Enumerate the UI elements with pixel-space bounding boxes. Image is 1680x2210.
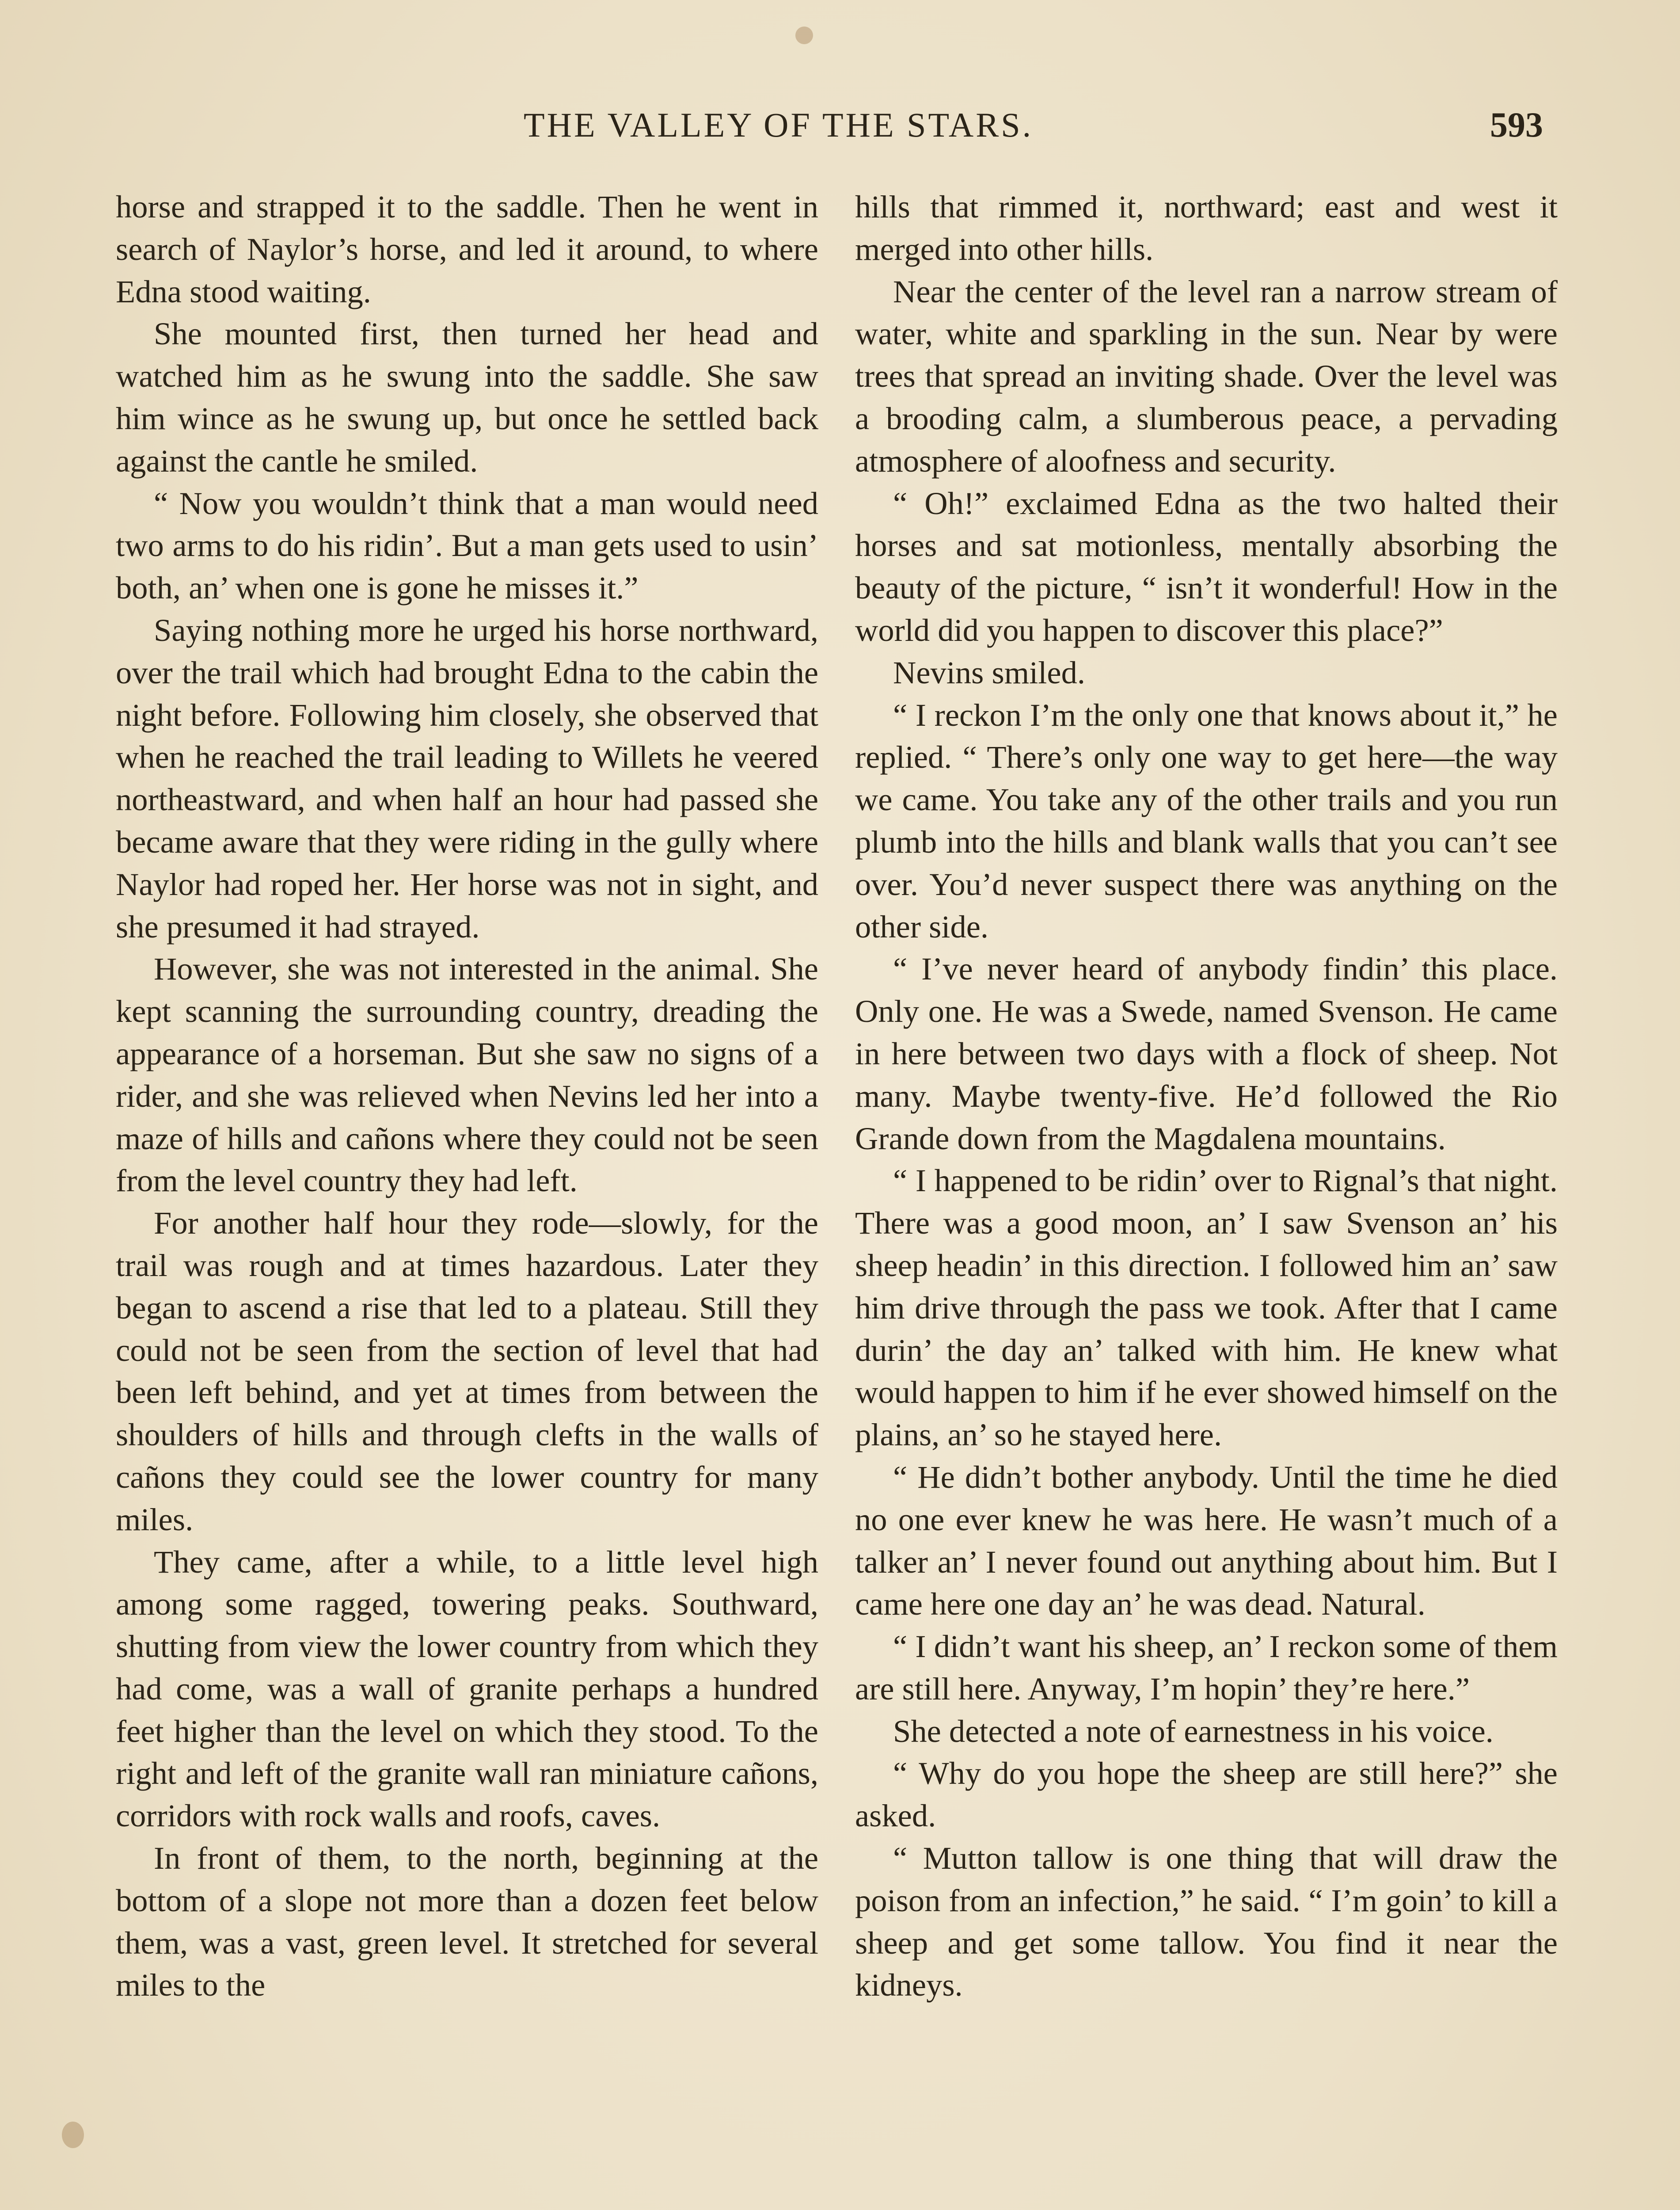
paragraph: “ I didn’t want his sheep, an’ I reckon some of them are still here. Anyway, I’m hopin’ they’re here.” [855, 1628, 1558, 1707]
paragraph: hills that rimmed it, northward; east and west it merged into other hills. [855, 189, 1558, 267]
paragraph: “ He didn’t bother anybody. Until the time he died no one ever knew he was here. He wasn’t much of a talker an’ I never found out anything about him. But I came here one day an’ he was dead. Natural. [855, 1459, 1558, 1622]
paragraph: Saying nothing more he urged his horse northward, over the trail which had brought Edna to the cabin the night before. Following him closely, she observed that when he reached the trail leading to Willets he veered northeastward, and when half an hour had passed she became aware that they were riding in the gully where Naylor had roped her. Her horse was not in sight, and she presumed it had strayed. [116, 612, 818, 945]
paragraph: horse and strapped it to the saddle. Then he went in search of Naylor’s horse, and led it around, to where Edna stood waiting. [116, 189, 818, 309]
running-header [0, 101, 1680, 149]
paper-stain [795, 27, 813, 44]
paragraph: “ Now you wouldn’t think that a man would need two arms to do his ridin’. But a man gets used to usin’ both, an’ when one is gone he misses it.” [116, 485, 818, 606]
page-number: 593 [1490, 106, 1543, 145]
paragraph: She detected a note of earnestness in his voice. [893, 1713, 1494, 1749]
left-text-column [116, 186, 818, 2210]
paragraph: “ Oh!” exclaimed Edna as the two halted their horses and sat motionless, mentally absorbing the beauty of the picture, “ isn’t it wonderful! How in the world did you happen to discover this place?” [855, 485, 1558, 648]
right-text-column [855, 186, 1558, 2210]
paragraph: “ Why do you hope the sheep are still here?” she asked. [855, 1755, 1558, 1834]
paragraph: She mounted first, then turned her head and watched him as he swung into the saddle. She saw him wince as he swung up, but once he settled back against the cantle he smiled. [116, 316, 818, 479]
paragraph: For another half hour they rode—slowly, for the trail was rough and at times hazardous. Later they began to ascend a rise that led to a plateau. Still they could not be seen from the section of level that had been left behind, and yet at times from between the shoulders of hills and through clefts in the walls of cañons they could see the lower country for many miles. [116, 1205, 818, 1537]
paragraph: “ I happened to be ridin’ over to Rignal’s that night. There was a good moon, an’ I saw Svenson an’ his sheep headin’ in this direction. I followed him an’ saw him drive through the pass we took. After that I came durin’ the day an’ talked with him. He knew what would happen to him if he ever showed himself on the plains, an’ so he stayed here. [855, 1162, 1558, 1453]
paper-stain [62, 2122, 84, 2148]
paragraph: Near the center of the level ran a narrow stream of water, white and sparkling in the sun. Near by were trees that spread an inviting shade. Over the level was a brooding calm, a slumberous peace, a pervading atmosphere of aloofness and security. [855, 273, 1558, 479]
paragraph: They came, after a while, to a little level high among some ragged, towering peaks. Southward, shutting from view the lower country from which they had come, was a wall of granite perhaps a hundred feet higher than the level on which they stood. To the right and left of the granite wall ran miniature cañons, corridors with rock walls and roofs, caves. [116, 1543, 818, 1834]
paragraph: “ I reckon I’m the only one that knows about it,” he replied. “ There’s only one way to get here—the way we came. You take any of the other trails and you run plumb into the hills and blank walls that you can’t see over. You’d never suspect there was anything on the other side. [855, 697, 1558, 945]
paragraph: However, she was not interested in the animal. She kept scanning the surrounding country, dreading the appearance of a horseman. But she saw no signs of a rider, and she was relieved when Nevins led her into a maze of hills and cañons where they could not be seen from the level country they had left. [116, 951, 818, 1199]
paragraph: “ Mutton tallow is one thing that will draw the poison from an infection,” he said. “ I’m goin’ to kill a sheep and get some tallow. You find it near the kidneys. [855, 1840, 1558, 2003]
paragraph: Nevins smiled. [893, 654, 1085, 690]
running-title: THE VALLEY OF THE STARS. [524, 106, 1034, 144]
paragraph: In front of them, to the north, beginning at the bottom of a slope not more than a dozen feet below them, was a vast, green level. It stretched for several miles to the [116, 1840, 818, 2003]
paragraph: “ I’ve never heard of anybody findin’ this place. Only one. He was a Swede, named Svenson. He came in here between two days with a flock of sheep. Not many. Maybe twenty-five. He’d followed the Rio Grande down from the Magdalena mountains. [855, 951, 1558, 1156]
